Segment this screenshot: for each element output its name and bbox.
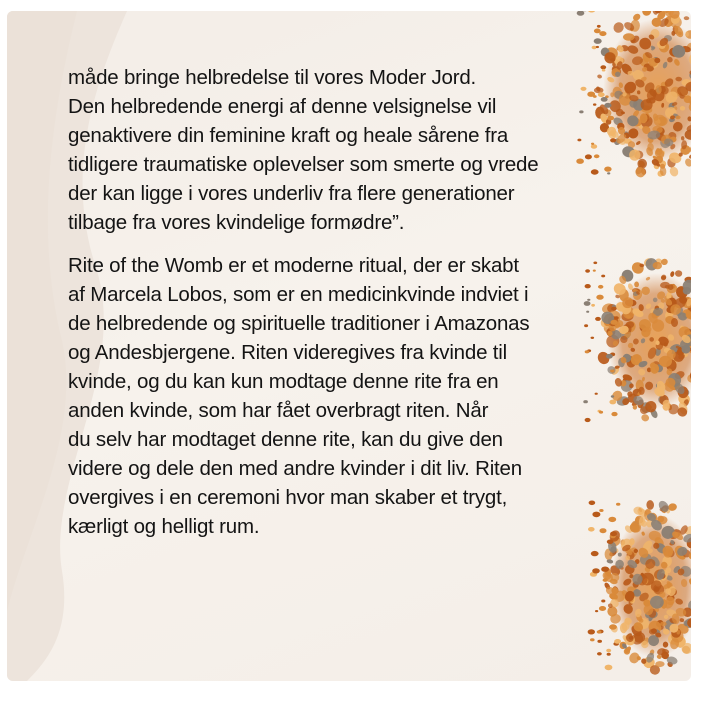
text-line: de helbredende og spirituelle traditioner i Amazonas <box>68 312 530 335</box>
text-line: tidligere traumatiske oplevelser som smerte og vrede <box>68 153 539 176</box>
text-line: anden kvinde, som har fået overbragt riten. Når <box>68 399 489 422</box>
paragraph-1 <box>68 63 628 237</box>
text-line: der kan ligge i vores underliv fra flere generationer <box>68 182 515 205</box>
text-line: Den helbredende energi af denne velsignelse vil <box>68 95 497 118</box>
text-line: overgives i en ceremoni hvor man skaber et trygt, <box>68 486 508 509</box>
text-line: og Andesbjergene. Riten videregives fra kvinde til <box>68 341 507 364</box>
paragraph-2 <box>68 251 628 541</box>
text-line: tilbage fra vores kvindelige formødre”. <box>68 211 405 234</box>
text-line: kærligt og helligt rum. <box>68 515 260 538</box>
content-card <box>7 11 691 681</box>
text-line: af Marcela Lobos, som er en medicinkvinde indviet i <box>68 283 529 306</box>
text-line: du selv har modtaget denne rite, kan du give den <box>68 428 503 451</box>
text-line: videre og dele den med andre kvinder i dit liv. Riten <box>68 457 522 480</box>
text-line: kvinde, og du kan kun modtage denne rite fra en <box>68 370 499 393</box>
text-line: genaktivere din feminine kraft og heale sårene fra <box>68 124 509 147</box>
text-line: måde bringe helbredelse til vores Moder Jord. <box>68 66 477 89</box>
text-line: Rite of the Womb er et moderne ritual, der er skabt <box>68 254 519 277</box>
article-text <box>68 63 628 541</box>
